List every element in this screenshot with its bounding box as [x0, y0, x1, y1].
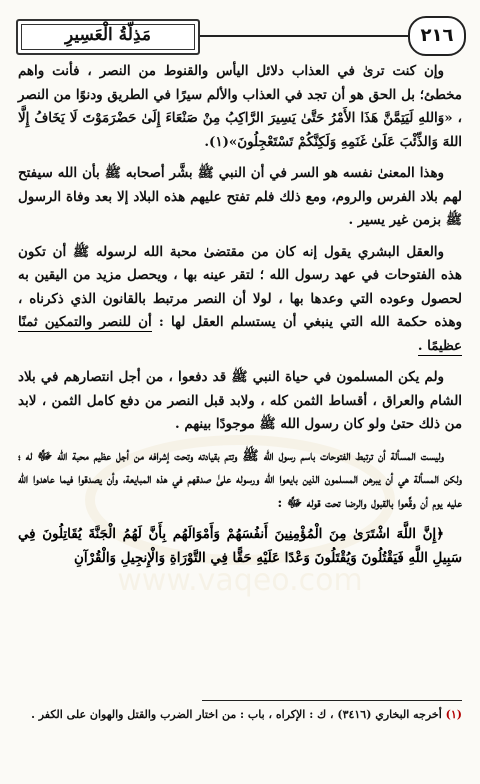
paragraph-4: ولم يكن المسلمون في حياة النبي ﷺ قد دفعوا ، من أجل انتصارهم في بلاد الشام والعراق ، أقساط الثمن كله ، ولابد قبل النصر من دفع كامل الثمن ، لابد من ذلك حتىٰ ولو كان رسول الله ﷺ موجودًا بينهم . [18, 369, 462, 432]
page-body [18, 60, 462, 578]
page-number: ٢١٦ [408, 16, 466, 56]
footnote-divider [202, 700, 462, 701]
book-title: مَذِلّةُ الْعَسِيرِ [64, 25, 152, 45]
underlined-phrase: أن للنصر والتمكين ثمنًا عظيمًا . [18, 314, 462, 354]
watermark-text: www.vaqeo.com [117, 563, 363, 598]
paragraph-5: وليست المسألة أن ترتبط الفتوحات باسم رسول الله ﷺ وتتم بقيادته وتحت إشرافه من أجل عظيم محبة الله ﷻ له ؛ ولكن المسألة هي أن يبرهن المسلمون الذين بايعوا الله ورسوله علىٰ صدقهم في هذه المبايعة، وأن يصدقوا فيما عاهدوا الله عليه يوم أن وقَّعوا بالقبول والرضا تحت قوله ﷻ : [18, 447, 462, 511]
paragraph-3 [18, 241, 462, 359]
footnote-number: (١) [445, 708, 462, 721]
header-title-frame [16, 19, 200, 55]
paragraph-1: وإن كنت ترىٰ في العذاب دلائل اليأس والقنوط من النصر ، فأنت واهم مخطئ؛ بل الحق هو أن تجد في العذاب والألم سيرًا في الطريق ودنوًا من النصر ، «وَاللهِ لَيَتِمَّنَّ هَذَا الأَمْرُ حَتَّىٰ يَسِيرَ الرَّاكِبُ مِنْ صَنْعَاءَ إِلَىٰ حَضْرَمَوْتَ لَا يَخَافُ إِلَّا اللهَ وَالذِّئْبَ عَلَىٰ غَنَمِهِ وَلَكِنَّكُمْ تَسْتَعْجِلُونَ»(١). [18, 63, 462, 150]
paragraph-2: وهذا المعنىٰ نفسه هو السر في أن النبي ﷺ بشَّر أصحابه ﷺ بأن الله سيفتح لهم بلاد الفرس والروم، ومع ذلك فلم تفتح عليهم هذه البلاد إلا بعد وفاة الرسول ﷺ بزمن غير يسير . [18, 165, 462, 228]
footnote [18, 706, 462, 724]
paragraph-3-text: والعقل البشري يقول إنه كان من مقتضىٰ محبة الله لرسوله ﷺ أن تكون هذه الفتوحات في عهد رسول الله ؛ لتقر عينه بها ، ويحصل مزيد من اليقين به لحصول وعوده التي وعدها بها ، لولا أن النصر مرتبط بالقانون الذي ذكرناه ، وهذه حكمة الله التي ينبغي أن يستسلم العقل لها : [18, 243, 462, 330]
page-header [16, 16, 466, 56]
footnote-text: أخرجه البخاري (٣٤١٦) ، ك : الإكراه ، باب : من اختار الضرب والقتل والهوان على الكفر . [31, 708, 442, 721]
quran-verse: ﴿إِنَّ اللَّهَ اشْتَرَىٰ مِنَ الْمُؤْمِنِينَ أَنفُسَهُمْ وَأَمْوَالَهُم بِأَنَّ لَهُمُ الْجَنَّةَ يُقَاتِلُونَ فِي سَبِيلِ اللَّهِ فَيَقْتُلُونَ وَيُقْتَلُونَ وَعْدًا عَلَيْهِ حَقًّا فِي التَّوْرَاةِ وَالْإِنجِيلِ وَالْقُرْآنِ [18, 526, 462, 566]
header-rule [200, 35, 410, 37]
